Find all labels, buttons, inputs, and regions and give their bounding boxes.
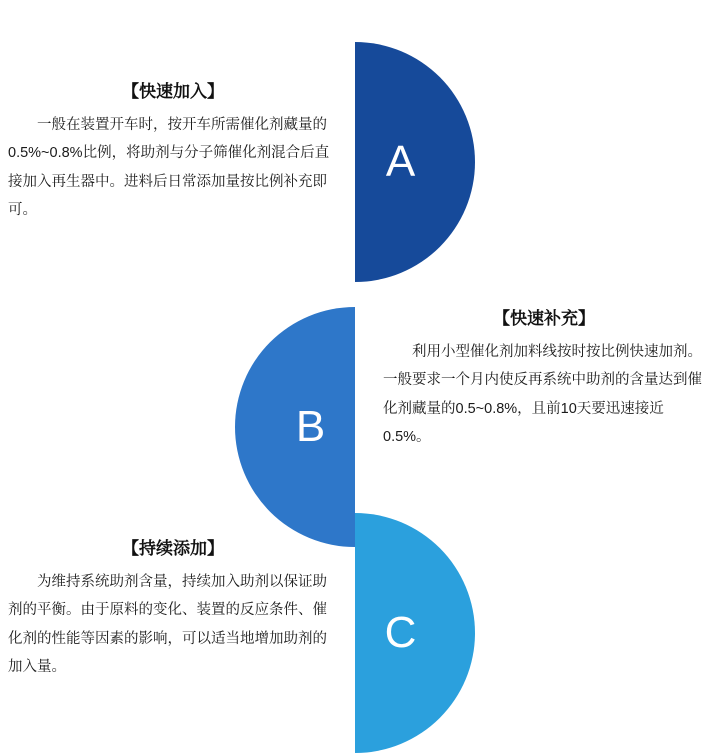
step-text-c (8, 535, 338, 681)
step-marker-c-letter: C (384, 608, 418, 657)
step-text-a (8, 78, 338, 224)
step-title-c: 【持续添加】 (122, 539, 224, 558)
step-marker-c (355, 513, 475, 753)
step-marker-a-letter: A (385, 137, 417, 186)
step-marker-b-letter: B (295, 402, 327, 451)
step-title-a: 【快速加入】 (122, 82, 224, 101)
step-body-c: 为维持系统助剂含量，持续加入助剂以保证助剂的平衡。由于原料的变化、装置的反应条件、催化剂的性能等因素的影响，可以适当地增加助剂的加入量。 (8, 574, 327, 675)
step-marker-a (355, 42, 475, 282)
step-body-a: 一般在装置开车时，按开车所需催化剂藏量的0.5%~0.8%比例，将助剂与分子筛催化剂混合后直接加入再生器中。进料后日常添加量按比例补充即可。 (8, 117, 330, 218)
step-marker-b (235, 307, 355, 547)
step-text-b (383, 305, 705, 451)
step-body-b: 利用小型催化剂加料线按时按比例快速加剂。一般要求一个月内使反再系统中助剂的含量达到催化剂藏量的0.5~0.8%，且前10天要迅速接近0.5%。 (383, 344, 702, 445)
step-title-b: 【快速补充】 (493, 309, 595, 328)
